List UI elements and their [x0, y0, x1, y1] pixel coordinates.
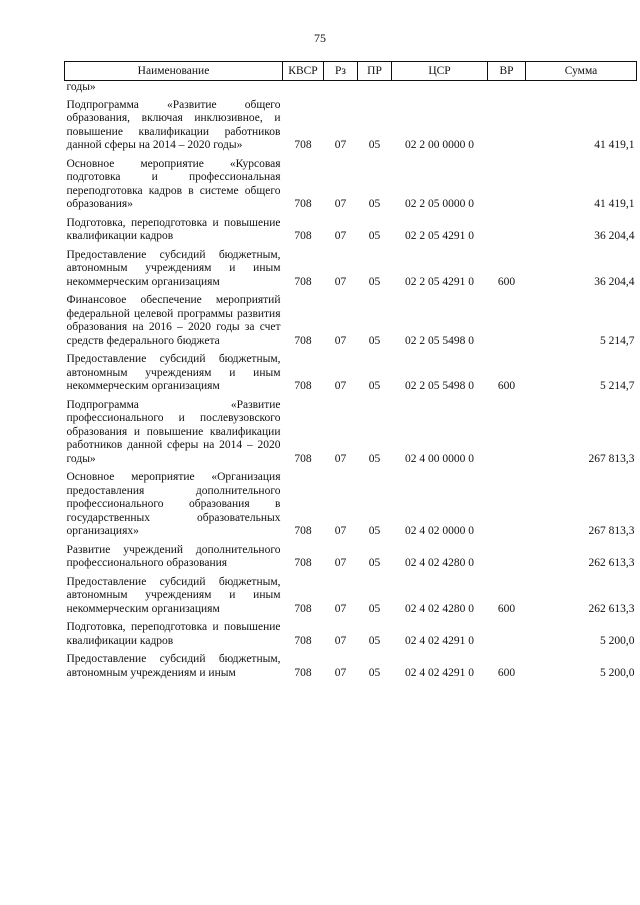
- row-csr: 02 4 02 4291 0: [405, 666, 474, 679]
- row-name: Предоставление субсидий бюджетным, автономным учреждениям и иным некоммерческим организациям: [66, 575, 281, 615]
- row-rz: 07: [334, 334, 347, 347]
- row-csr: 02 2 05 5498 0: [405, 334, 474, 347]
- table-row: [65, 352, 637, 398]
- row-vr: 600: [497, 602, 516, 615]
- row-vr: 600: [497, 666, 516, 679]
- row-rz: 07: [334, 452, 347, 465]
- row-sum: 262 613,3: [588, 557, 635, 569]
- row-kvsr: 708: [294, 380, 312, 392]
- row-name: Подготовка, переподготовка и повышение квалификации кадров: [66, 216, 281, 242]
- row-kvsr: 708: [294, 139, 312, 151]
- budget-table-container: [64, 61, 636, 684]
- row-rz: 07: [334, 198, 347, 210]
- row-csr: 02 2 05 0000 0: [405, 198, 474, 210]
- row-vr: 600: [497, 275, 516, 288]
- budget-table: [64, 61, 637, 684]
- row-kvsr: 708: [294, 634, 312, 647]
- table-header: [65, 62, 637, 81]
- table-row: [65, 470, 637, 543]
- row-vr: [488, 470, 526, 543]
- row-kvsr: 708: [294, 602, 312, 615]
- row-sum: 5 200,0: [600, 666, 635, 679]
- row-sum: 36 204,4: [594, 230, 635, 242]
- table-row: [65, 98, 637, 157]
- row-csr: 02 2 00 0000 0: [405, 139, 474, 151]
- row-pr: 05: [368, 634, 381, 647]
- row-pr: 05: [368, 230, 381, 242]
- table-row: [65, 398, 637, 471]
- row-pr: 05: [368, 525, 381, 537]
- row-name: Подпрограмма «Развитие профессионального и послевузовского образования и повышение квалификации работников данной сферы на 2014 – 2020 годы»: [66, 398, 281, 465]
- table-row: [65, 248, 637, 294]
- row-kvsr: 708: [294, 275, 312, 288]
- row-sum: 5 214,7: [600, 380, 635, 392]
- row-csr: [392, 81, 488, 98]
- row-csr: 02 2 05 5498 0: [405, 380, 474, 392]
- table-row: [65, 575, 637, 621]
- row-pr: 05: [368, 602, 381, 615]
- table-row: [65, 216, 637, 248]
- row-kvsr: 708: [294, 525, 312, 537]
- table-row: [65, 620, 637, 652]
- header-vr: ВР: [488, 62, 526, 81]
- table-row: [65, 157, 637, 216]
- row-kvsr: 708: [294, 198, 312, 210]
- row-vr: [488, 98, 526, 157]
- row-kvsr: [283, 81, 324, 98]
- row-vr: [488, 543, 526, 575]
- row-sum: 5 214,7: [600, 334, 635, 347]
- row-pr: 05: [368, 198, 381, 210]
- header-csr: ЦСР: [392, 62, 488, 81]
- row-name: Предоставление субсидий бюджетным, автономным учреждениям и иным некоммерческим организациям: [66, 353, 281, 392]
- row-rz: [324, 81, 358, 98]
- table-row: [65, 652, 637, 684]
- row-rz: 07: [334, 275, 347, 288]
- row-rz: 07: [334, 602, 347, 615]
- row-rz: 07: [334, 139, 347, 151]
- row-pr: 05: [368, 139, 381, 151]
- table-row: [65, 293, 637, 352]
- row-sum: 41 419,1: [594, 139, 635, 151]
- row-rz: 07: [334, 634, 347, 647]
- row-vr: [488, 157, 526, 216]
- row-name: Развитие учреждений дополнительного профессионального образования: [66, 543, 281, 569]
- row-vr: [488, 293, 526, 352]
- row-rz: 07: [334, 525, 347, 537]
- row-vr: [488, 620, 526, 652]
- row-csr: 02 4 02 4280 0: [405, 602, 474, 615]
- row-rz: 07: [334, 666, 347, 679]
- row-pr: 05: [368, 334, 381, 347]
- row-vr: 600: [497, 380, 516, 392]
- row-vr: [488, 81, 526, 98]
- row-kvsr: 708: [294, 230, 312, 242]
- header-sum: Сумма: [526, 62, 637, 81]
- row-name: Основное мероприятие «Организация предоставления дополнительного профессионального образования в государственных образовательных организациях»: [66, 471, 281, 537]
- row-rz: 07: [334, 380, 347, 392]
- row-name: Подпрограмма «Развитие общего образования, включая инклюзивное, и повышение квалификации работников данной сферы на 2014 – 2020 годы»: [66, 98, 281, 151]
- row-name: Финансовое обеспечение мероприятий федеральной целевой программы развития образования на 2016 – 2020 годы за счет средств федерального бюджета: [66, 294, 281, 347]
- table-row: [65, 81, 637, 98]
- table-row: [65, 543, 637, 575]
- table-body: [65, 81, 637, 685]
- header-rz: Рз: [324, 62, 358, 81]
- row-pr: 05: [368, 275, 381, 288]
- row-kvsr: 708: [294, 452, 312, 465]
- header-pr: ПР: [358, 62, 392, 81]
- header-row: [65, 62, 637, 81]
- row-csr: 02 2 05 4291 0: [405, 230, 474, 242]
- row-pr: 05: [368, 557, 381, 569]
- row-kvsr: 708: [294, 557, 312, 569]
- row-csr: 02 4 02 4291 0: [405, 634, 474, 647]
- row-name: Предоставление субсидий бюджетным, автономным учреждениям и иным некоммерческим организациям: [66, 248, 281, 288]
- row-vr: [488, 216, 526, 248]
- row-name: Подготовка, переподготовка и повышение квалификации кадров: [66, 621, 281, 647]
- row-csr: 02 2 05 4291 0: [405, 275, 474, 288]
- row-csr: 02 4 00 0000 0: [405, 452, 474, 465]
- row-pr: 05: [368, 380, 381, 392]
- row-vr: [488, 398, 526, 471]
- row-name: Предоставление субсидий бюджетным, автономным учреждениям и иным: [66, 653, 281, 679]
- row-name: Основное мероприятие «Курсовая подготовка и профессиональная переподготовка кадров в системе общего образования»: [66, 157, 281, 210]
- row-pr: 05: [368, 666, 381, 679]
- row-sum: [526, 81, 637, 98]
- row-csr: 02 4 02 0000 0: [405, 525, 474, 537]
- row-pr: 05: [368, 452, 381, 465]
- row-kvsr: 708: [294, 666, 312, 679]
- row-name: годы»: [66, 81, 96, 93]
- row-csr: 02 4 02 4280 0: [405, 557, 474, 569]
- header-name: Наименование: [65, 62, 283, 81]
- row-kvsr: 708: [294, 334, 312, 347]
- row-sum: 262 613,3: [588, 602, 635, 615]
- row-sum: 36 204,4: [594, 275, 635, 288]
- row-sum: 41 419,1: [594, 198, 635, 210]
- header-kvsr: КВСР: [283, 62, 324, 81]
- row-rz: 07: [334, 557, 347, 569]
- row-sum: 5 200,0: [600, 634, 635, 647]
- row-pr: [358, 81, 392, 98]
- page-number: 75: [314, 31, 326, 45]
- row-rz: 07: [334, 230, 347, 242]
- row-sum: 267 813,3: [588, 525, 635, 537]
- row-sum: 267 813,3: [588, 452, 635, 465]
